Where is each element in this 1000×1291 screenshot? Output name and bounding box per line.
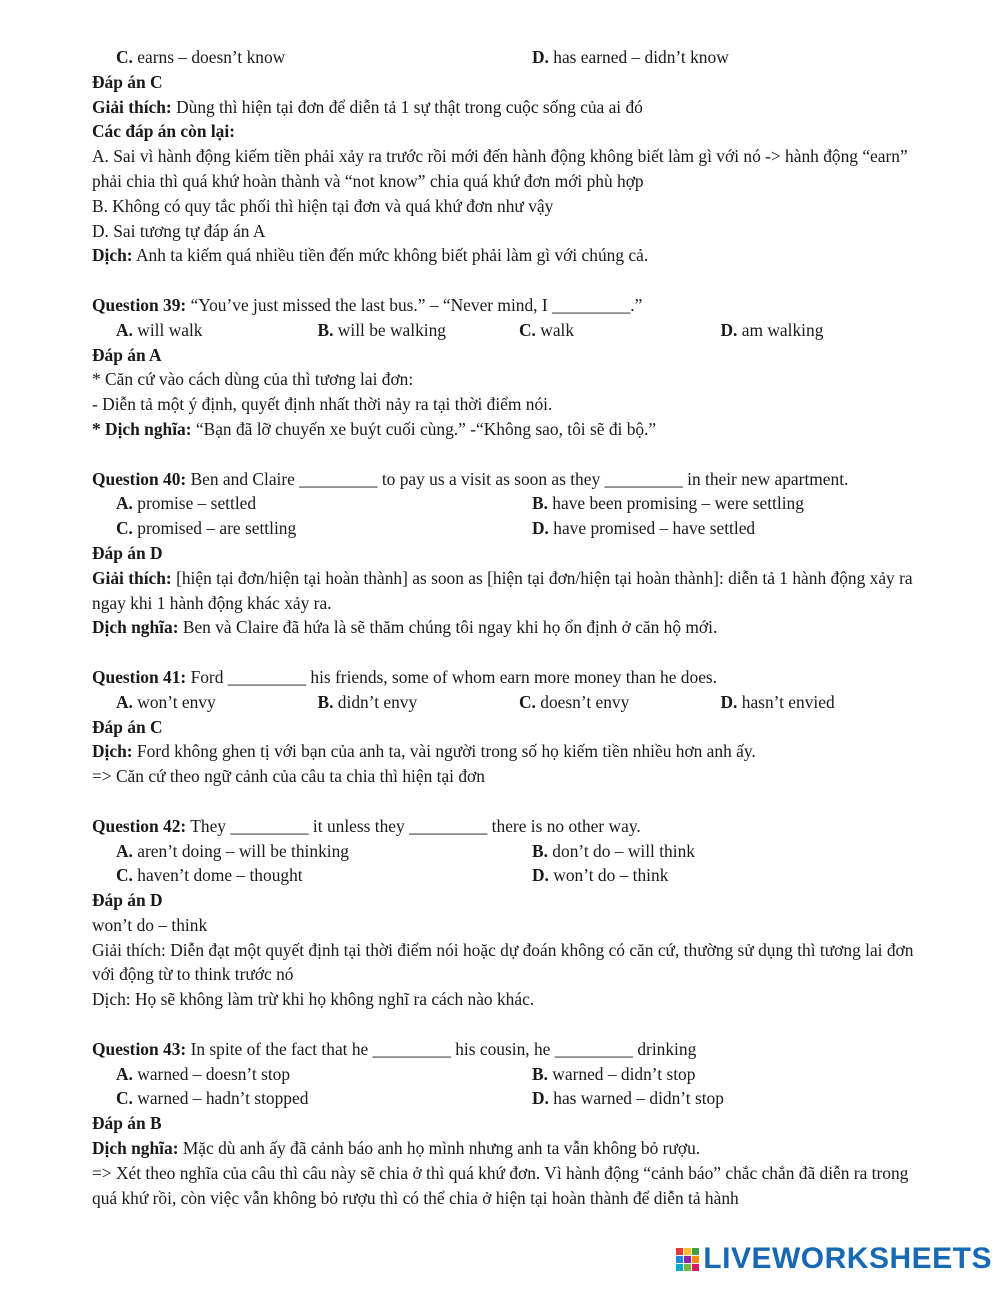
question-42: Question 42: They _________ it unless they _________ there is no other way. [92,815,641,836]
logo-text: LIVEWORKSHEETS [703,1242,992,1275]
option-b: B. have been promising – were settling [532,493,804,514]
logo-tile [692,1264,699,1271]
option-c: C. walk [519,319,575,340]
option-c: C. earns – doesn’t know [116,47,286,67]
translation: Dịch: Họ sẽ không làm trừ khi họ không nghĩ ra cách nào khác. [92,989,535,1010]
option-row [92,516,922,541]
translation: * Dịch nghĩa: “Bạn đã lỡ chuyến xe buýt cuối cùng.” -“Không sao, tôi sẽ đi bộ.” [92,418,657,439]
logo-tile [676,1256,683,1263]
option-d: D. won’t do – think [532,865,669,886]
note: => Căn cứ theo ngữ cảnh của câu ta chia thì hiện tại đơn [92,766,485,787]
note: * Căn cứ vào cách dùng của thì tương lai đơn: [92,369,414,390]
explanation: Giải thích: Dùng thì hiện tại đơn để diễn tả 1 sự thật trong cuộc sống của ai đó [92,96,643,117]
answer-label: Đáp án A [92,344,162,365]
translation: Dịch: Anh ta kiếm quá nhiều tiền đến mức không biết phải làm gì với chúng cả. [92,245,649,266]
translation: Dịch nghĩa: Mặc dù anh ấy đã cảnh báo anh họ mình nhưng anh ta vẫn không bỏ rượu. [92,1138,701,1159]
option-a: A. will walk [116,319,203,340]
option-a: A. warned – doesn’t stop [116,1063,291,1084]
option-row [92,45,922,70]
logo-tile [684,1256,691,1263]
option-d: D. has warned – didn’t stop [532,1088,724,1109]
liveworksheets-logo[interactable] [676,1241,992,1277]
question-43: Question 43: In spite of the fact that he _________ his cousin, he _________ drinking [92,1038,697,1059]
question-40: Question 40: Ben and Claire _________ to pay us a visit as soon as they _________ in their new apartment. [92,468,849,489]
answer-label: Đáp án C [92,716,163,737]
option-c: C. doesn’t envy [519,691,630,712]
option-d: D. hasn’t envied [720,691,835,712]
note: - Diễn tả một ý định, quyết định nhất thời nảy ra tại thời điểm nói. [92,394,553,415]
option-d: D. am walking [720,319,824,340]
option-d: D. has earned – didn’t know [532,47,729,67]
option-row [92,690,922,715]
option-c: C. warned – hadn’t stopped [116,1088,309,1109]
question-39: Question 39: “You’ve just missed the last bus.” – “Never mind, I _________.” [92,294,643,315]
option-c: C. promised – are settling [116,518,297,539]
answer-label: Đáp án D [92,542,163,563]
option-a: A. promise – settled [116,493,257,514]
option-b: B. will be walking [317,319,446,340]
other-answer-a: A. Sai vì hành động kiếm tiền phải xảy ra trước rồi mới đến hành động không biết làm gì với nó -> hành động “earn” phải chia thì quá khứ hoàn thành và “not know” chia quá khứ đơn mới phù hợp [92,146,908,191]
logo-tile [692,1256,699,1263]
option-b: B. don’t do – will think [532,840,695,861]
explanation: Giải thích: [hiện tại đơn/hiện tại hoàn thành] as soon as [hiện tại đơn/hiện tại hoàn thành]: diễn tả 1 hành động xảy ra ngay khi 1 hành động khác xảy ra. [92,567,913,613]
other-answer-d: D. Sai tương tự đáp án A [92,220,266,241]
logo-tile [684,1264,691,1271]
logo-tile [684,1248,691,1255]
answer-text: won’t do – think [92,914,208,935]
option-a: A. won’t envy [116,691,216,712]
option-a: A. aren’t doing – will be thinking [116,840,349,861]
option-b: B. warned – didn’t stop [532,1063,696,1084]
option-row [92,1086,922,1111]
explanation: Giải thích: Diễn đạt một quyết định tại thời điểm nói hoặc dự đoán không có căn cứ, thường sử dụng thì tương lai đơn với động từ to think trước nó [92,939,914,985]
option-row [92,863,922,888]
note: => Xét theo nghĩa của câu thì câu này sẽ chia ở thì quá khứ đơn. Vì hành động “cảnh báo” chắc chắn đã diễn ra trong quá khứ rồi, còn việc vẫn không bỏ rượu thì có thể chia ở hiện tại hoàn thành để diễn tả hành [92,1162,909,1208]
logo-tile [676,1248,683,1255]
worksheet-page [92,45,922,1210]
option-row [92,318,922,343]
option-row [92,491,922,516]
logo-tile [676,1264,683,1271]
answer-label: Đáp án C [92,71,163,92]
translation: Dịch: Ford không ghen tị với bạn của anh ta, vài người trong số họ kiếm tiền nhiều hơn anh ấy. [92,741,756,762]
other-answers-heading: Các đáp án còn lại: [92,121,236,142]
option-row [92,1062,922,1087]
logo-tile [692,1248,699,1255]
option-c: C. haven’t dome – thought [116,865,303,886]
answer-label: Đáp án B [92,1113,162,1134]
liveworksheets-logo-icon [676,1248,699,1271]
question-41: Question 41: Ford _________ his friends, some of whom earn more money than he does. [92,666,718,687]
other-answer-b: B. Không có quy tắc phối thì hiện tại đơn và quá khứ đơn như vậy [92,195,554,216]
answer-label: Đáp án D [92,890,163,911]
option-d: D. have promised – have settled [532,518,756,539]
translation: Dịch nghĩa: Ben và Claire đã hứa là sẽ thăm chúng tôi ngay khi họ ổn định ở căn hộ mới. [92,617,718,638]
option-row [92,839,922,864]
option-b: B. didn’t envy [317,691,418,712]
